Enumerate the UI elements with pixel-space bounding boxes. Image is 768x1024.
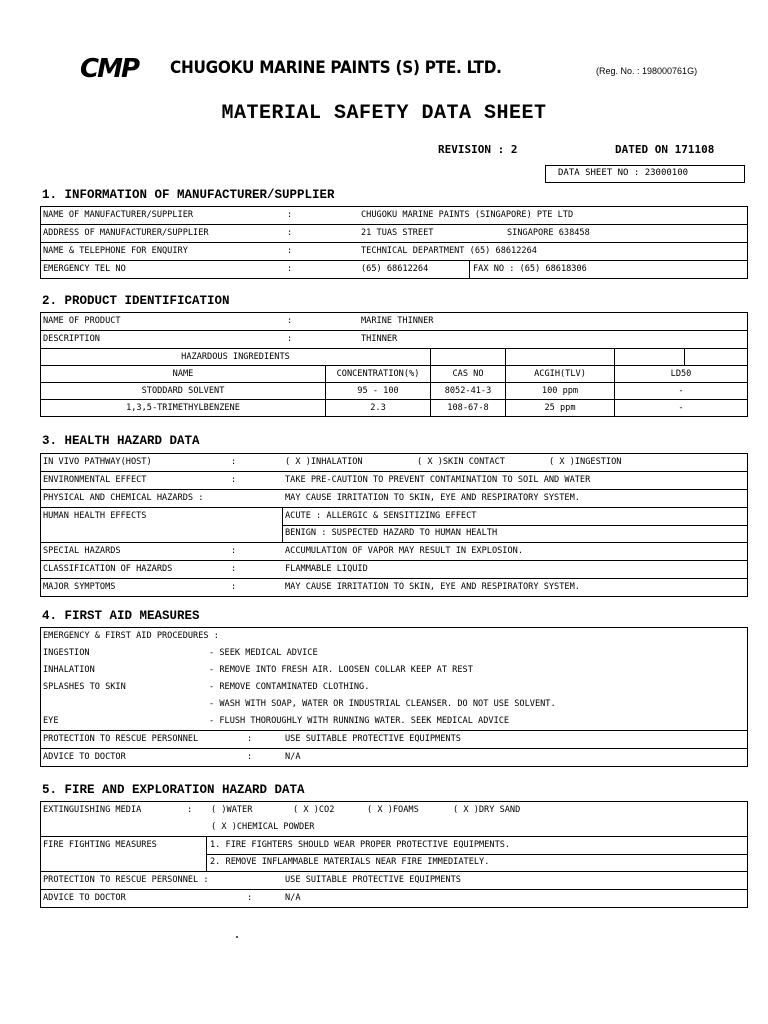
row-label: FIRE FIGHTING MEASURES xyxy=(43,840,157,850)
table-row xyxy=(41,543,747,561)
row-label: CLASSIFICATION OF HAZARDS xyxy=(43,564,173,574)
table-row xyxy=(41,383,747,400)
row-colon: : xyxy=(231,564,237,574)
scan-speck xyxy=(236,936,238,938)
cell-concentration: 2.3 xyxy=(326,400,431,417)
company-name: CHUGOKU MARINE PAINTS (S) PTE. LTD. xyxy=(170,58,502,78)
checkbox-dry-sand: ( X )DRY SAND xyxy=(453,805,521,815)
row-value: - REMOVE CONTAMINATED CLOTHING. xyxy=(209,682,370,692)
table-row xyxy=(41,225,747,243)
cell-ld50: - xyxy=(615,400,748,417)
column-header: CAS NO xyxy=(431,366,506,383)
row-label: ADVICE TO DOCTOR xyxy=(43,893,126,903)
row-value: 21 TUAS STREET xyxy=(361,228,434,238)
ingredients-caption: HAZARDOUS INGREDIENTS xyxy=(41,349,431,366)
row-colon: : xyxy=(187,805,193,815)
acute-effect: ACUTE : ALLERGIC & SENSITIZING EFFECT xyxy=(285,511,477,521)
row-label: SPLASHES TO SKIN xyxy=(43,682,126,692)
data-sheet-number: DATA SHEET NO : 23000100 xyxy=(545,165,745,183)
row-colon: : xyxy=(231,475,237,485)
row-label: HUMAN HEALTH EFFECTS xyxy=(43,511,147,521)
section-3-table xyxy=(40,453,748,597)
document-title: MATERIAL SAFETY DATA SHEET xyxy=(221,102,547,125)
row-label: PROTECTION TO RESCUE PERSONNEL : xyxy=(43,875,209,885)
table-row xyxy=(41,579,747,596)
section-1-table xyxy=(40,206,748,279)
section-5-table xyxy=(40,801,748,908)
cell-tlv: 100 ppm xyxy=(506,383,615,400)
row-label: EMERGENCY TEL NO xyxy=(43,264,126,274)
row-label: ADDRESS OF MANUFACTURER/SUPPLIER xyxy=(43,228,209,238)
cell-tlv: 25 ppm xyxy=(506,400,615,417)
column-header: NAME xyxy=(41,366,326,383)
section-5-title: 5. FIRE AND EXPLORATION HAZARD DATA xyxy=(42,783,305,797)
table-row xyxy=(41,837,747,872)
row-label: EXTINGUISHING MEDIA xyxy=(43,805,142,815)
row-value: N/A xyxy=(285,893,301,903)
row-value: N/A xyxy=(285,752,301,762)
row-colon: : xyxy=(287,246,293,256)
table-row xyxy=(41,331,747,349)
row-label: ADVICE TO DOCTOR xyxy=(43,752,126,762)
table-row xyxy=(41,472,747,490)
row-label: MAJOR SYMPTOMS xyxy=(43,582,116,592)
row-value: TAKE PRE-CAUTION TO PREVENT CONTAMINATION TO SOIL AND WATER xyxy=(285,475,591,485)
emergency-procedures-label: EMERGENCY & FIRST AID PROCEDURES : xyxy=(43,631,219,641)
row-label: NAME OF MANUFACTURER/SUPPLIER xyxy=(43,210,194,220)
table-row xyxy=(41,243,747,261)
row-label: NAME OF PRODUCT xyxy=(43,316,121,326)
row-value: MARINE THINNER xyxy=(361,316,434,326)
row-value: MAY CAUSE IRRITATION TO SKIN, EYE AND RESPIRATORY SYSTEM. xyxy=(285,493,580,503)
row-value: MAY CAUSE IRRITATION TO SKIN, EYE AND RESPIRATORY SYSTEM. xyxy=(285,582,580,592)
table-row xyxy=(41,349,747,366)
cell-cas: 108-67-8 xyxy=(431,400,506,417)
ingredients-table xyxy=(41,349,747,416)
row-colon: : xyxy=(287,334,293,344)
row-colon: : xyxy=(247,893,253,903)
row-colon: : xyxy=(231,457,237,467)
row-colon: : xyxy=(231,546,237,556)
table-row xyxy=(41,313,747,331)
dated: DATED ON 171108 xyxy=(615,143,715,156)
checkbox-co2: ( X )CO2 xyxy=(293,805,335,815)
row-value-2: SINGAPORE 638458 xyxy=(507,228,590,238)
cell-ld50: - xyxy=(615,383,748,400)
checkbox-foams: ( X )FOAMS xyxy=(367,805,419,815)
row-label: PROTECTION TO RESCUE PERSONNEL xyxy=(43,734,199,744)
table-row xyxy=(41,400,747,417)
registration-number: (Reg. No. : 198000761G) xyxy=(596,66,698,76)
row-value: FLAMMABLE LIQUID xyxy=(285,564,368,574)
company-logo xyxy=(80,56,160,80)
table-row xyxy=(41,890,747,907)
cell-name: STODDARD SOLVENT xyxy=(41,383,326,400)
table-row xyxy=(41,679,747,696)
row-value: TECHNICAL DEPARTMENT (65) 68612264 xyxy=(361,246,537,256)
revision: REVISION : 2 xyxy=(438,143,518,156)
row-value: USE SUITABLE PROTECTIVE EQUIPMENTS xyxy=(285,875,461,885)
checkbox-water: ( )WATER xyxy=(211,805,253,815)
row-value: - SEEK MEDICAL ADVICE xyxy=(209,648,318,658)
section-2-title: 2. PRODUCT IDENTIFICATION xyxy=(42,294,230,308)
row-label: INGESTION xyxy=(43,648,90,658)
table-row xyxy=(41,713,747,731)
divider xyxy=(469,261,470,278)
table-row xyxy=(41,490,747,508)
cell-concentration: 95 - 100 xyxy=(326,383,431,400)
table-row xyxy=(41,207,747,225)
row-colon: : xyxy=(247,734,253,744)
row-value: - REMOVE INTO FRESH AIR. LOOSEN COLLAR KEEP AT REST xyxy=(209,665,473,675)
table-row xyxy=(41,872,747,890)
row-label: PHYSICAL AND CHEMICAL HAZARDS : xyxy=(43,493,204,503)
checkbox-chemical-powder: ( X )CHEMICAL POWDER xyxy=(211,822,315,832)
row-colon: : xyxy=(231,582,237,592)
row-value: - WASH WITH SOAP, WATER OR INDUSTRIAL CLEANSER. DO NOT USE SOLVENT. xyxy=(209,699,556,709)
cell-name: 1,3,5-TRIMETHYLBENZENE xyxy=(41,400,326,417)
row-label: INHALATION xyxy=(43,665,95,675)
row-value-2: FAX NO : (65) 68618306 xyxy=(473,264,587,274)
table-row xyxy=(41,802,747,819)
checkbox-ingestion: ( X )INGESTION xyxy=(549,457,622,467)
row-label: ENVIRONMENTAL EFFECT xyxy=(43,475,147,485)
section-3-title: 3. HEALTH HAZARD DATA xyxy=(42,434,200,448)
table-row xyxy=(41,261,747,278)
row-value: USE SUITABLE PROTECTIVE EQUIPMENTS xyxy=(285,734,461,744)
row-value: CHUGOKU MARINE PAINTS (SINGAPORE) PTE LTD xyxy=(361,210,574,220)
row-label: DESCRIPTION xyxy=(43,334,100,344)
table-row xyxy=(41,508,747,543)
row-colon: : xyxy=(287,264,293,274)
row-colon: : xyxy=(287,228,293,238)
section-4-title: 4. FIRST AID MEASURES xyxy=(42,609,200,623)
column-header: CONCENTRATION(%) xyxy=(326,366,431,383)
table-row xyxy=(41,454,747,472)
cell-cas: 8052-41-3 xyxy=(431,383,506,400)
table-header-row xyxy=(41,366,747,383)
checkbox-skin-contact: ( X )SKIN CONTACT xyxy=(417,457,505,467)
row-value: ACCUMULATION OF VAPOR MAY RESULT IN EXPLOSION. xyxy=(285,546,523,556)
table-row xyxy=(41,645,747,662)
fire-measure-2: 2. REMOVE INFLAMMABLE MATERIALS NEAR FIRE IMMEDIATELY. xyxy=(210,857,490,867)
column-header: ACGIH(TLV) xyxy=(506,366,615,383)
table-row xyxy=(41,628,747,645)
table-row xyxy=(41,696,747,713)
row-value: - FLUSH THOROUGHLY WITH RUNNING WATER. SEEK MEDICAL ADVICE xyxy=(209,716,510,726)
row-colon: : xyxy=(287,316,293,326)
table-row xyxy=(41,819,747,837)
row-label: NAME & TELEPHONE FOR ENQUIRY xyxy=(43,246,188,256)
row-value: THINNER xyxy=(361,334,398,344)
table-row xyxy=(41,731,747,749)
benign-effect: BENIGN : SUSPECTED HAZARD TO HUMAN HEALTH xyxy=(285,528,498,538)
checkbox-inhalation: ( X )INHALATION xyxy=(285,457,363,467)
section-2-table xyxy=(40,312,748,417)
row-value: (65) 68612264 xyxy=(361,264,429,274)
fire-measure-1: 1. FIRE FIGHTERS SHOULD WEAR PROPER PROTECTIVE EQUIPMENTS. xyxy=(210,840,511,850)
row-colon: : xyxy=(287,210,293,220)
row-label: SPECIAL HAZARDS xyxy=(43,546,121,556)
column-header: LD50 xyxy=(615,366,748,383)
section-1-title: 1. INFORMATION OF MANUFACTURER/SUPPLIER xyxy=(42,188,335,202)
row-colon: : xyxy=(247,752,253,762)
logo-text: CMP xyxy=(80,56,139,80)
row-label: EYE xyxy=(43,716,59,726)
table-row xyxy=(41,561,747,579)
section-4-table xyxy=(40,627,748,767)
table-row xyxy=(41,749,747,766)
table-row xyxy=(41,662,747,679)
row-label: IN VIVO PATHWAY(HOST) xyxy=(43,457,152,467)
